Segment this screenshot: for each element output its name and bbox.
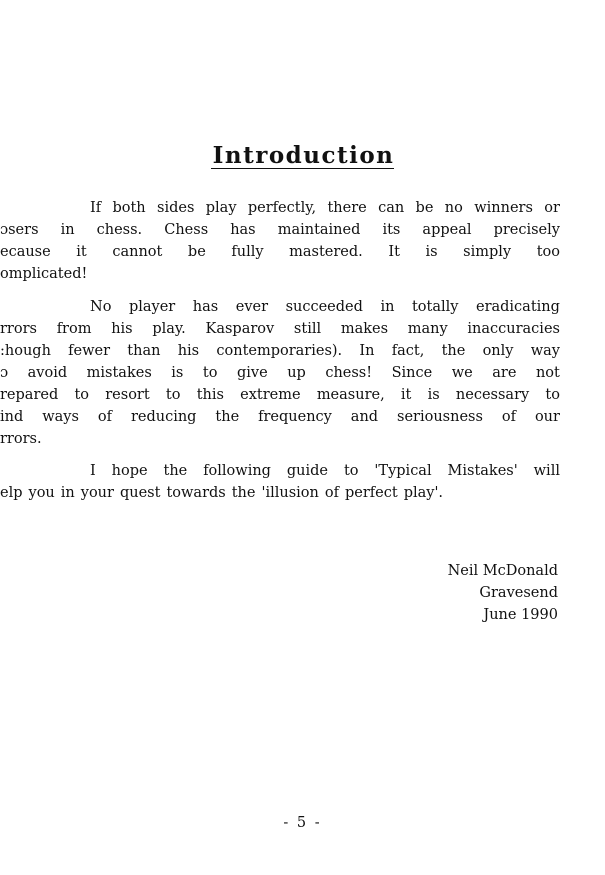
paragraph-3-line-1: I hope the following guide to 'Typical Mistakes' will <box>90 463 560 479</box>
paragraph-1-line-1: If both sides play perfectly, there can be no winners or <box>90 200 560 216</box>
author-place: Gravesend <box>479 585 558 601</box>
page-title-text: Introduction <box>212 142 395 169</box>
paragraph-3-line-2: elp you in your quest towards the 'illusion of perfect play'. <box>0 485 444 501</box>
paragraph-2-line-2: rrors from his play. Kasparov still makes many inaccuracies <box>0 321 560 337</box>
paragraph-1 <box>0 197 560 285</box>
paragraph-2-line-4: ɔ avoid mistakes is to give up chess! Since we are not <box>0 365 560 381</box>
paragraph-2 <box>0 296 560 450</box>
paragraph-2-line-3: :hough fewer than his contemporaries). In fact, the only way <box>0 343 560 359</box>
author-date: June 1990 <box>483 607 558 623</box>
page-number: - 5 - <box>283 815 322 831</box>
page-title <box>0 142 605 169</box>
paragraph-1-line-2: ɔsers in chess. Chess has maintained its appeal precisely <box>0 222 560 238</box>
paragraph-2-line-7: rrors. <box>0 431 42 447</box>
paragraph-2-line-5: repared to resort to this extreme measure, it is necessary to <box>0 387 560 403</box>
paragraph-2-line-6: ind ways of reducing the frequency and seriousness of our <box>0 409 560 425</box>
paragraph-1-line-3: ecause it cannot be fully mastered. It is simply too <box>0 244 560 260</box>
author-name: Neil McDonald <box>447 563 558 579</box>
paragraph-2-line-1: No player has ever succeeded in totally eradicating <box>90 299 560 315</box>
paragraph-1-line-4: omplicated! <box>0 266 88 282</box>
paragraph-3 <box>0 460 560 504</box>
signature-block <box>300 560 558 626</box>
